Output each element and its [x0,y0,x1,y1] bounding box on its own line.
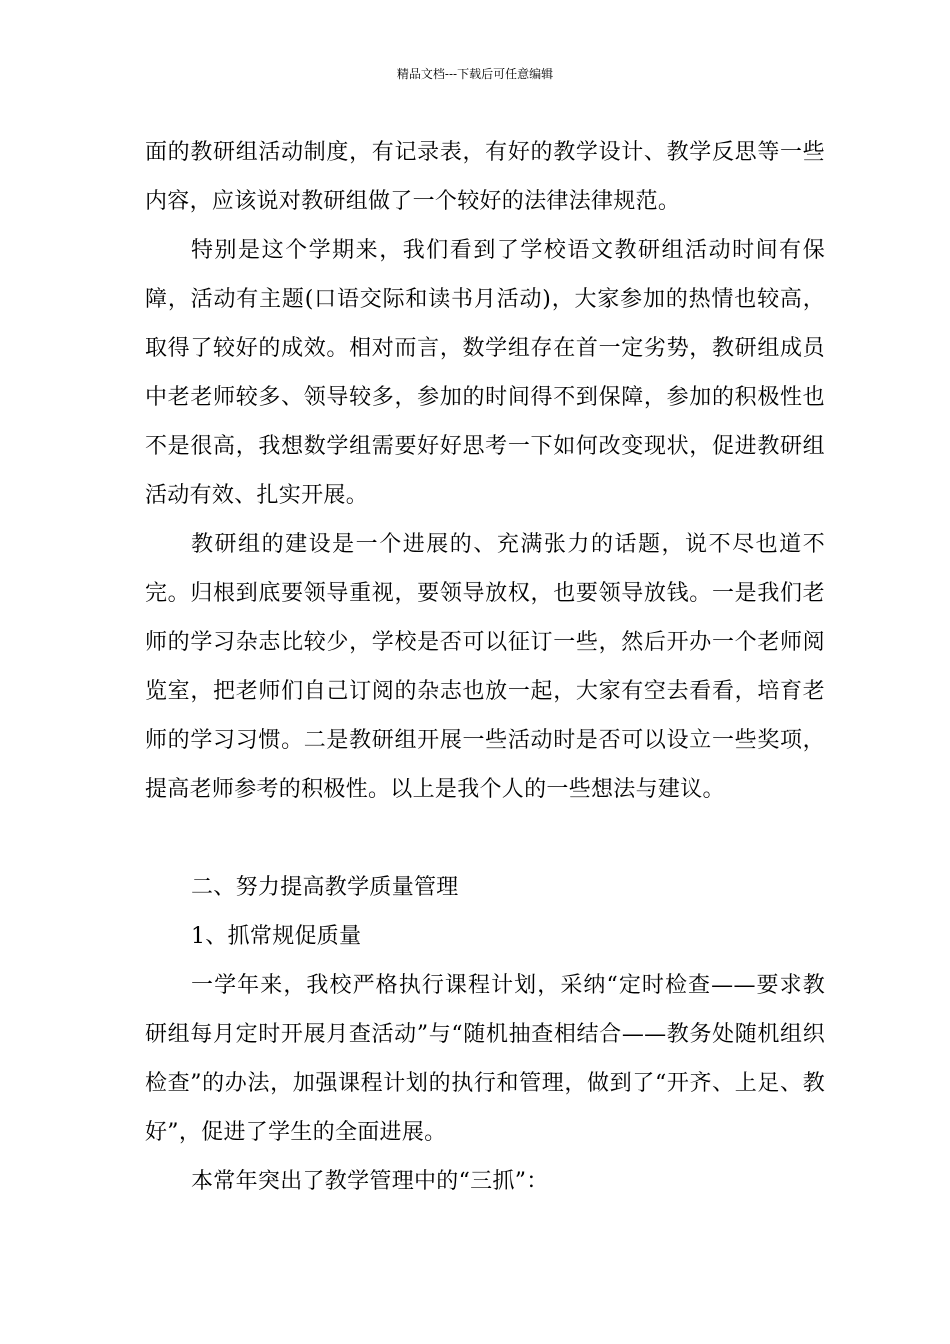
section-heading: 二、努力提高教学质量管理 [191,875,459,900]
paragraph-language-group: 特别是这个学期来，我们看到了学校语文教研组活动时间有保障，活动有主题(口语交际和读书月活动)，大家参加的热情也较高，取得了较好的成效。相对而言，数学组存在首一定劣势，教研组成员中老老师较多、领导较多，参加的时间得不到保障，参加的积极性也不是很高，我想数学组需要好好思考一下如何改变现状，促进教研组活动有效、扎实开展。 [145,238,825,508]
paragraph-continuation: 面的教研组活动制度，有记录表，有好的教学设计、教学反思等一些内容，应该说对教研组做了一个较好的法律法律规范。 [145,140,825,214]
paragraph-three-focus: 本常年突出了教学管理中的“三抓”： [191,1169,549,1194]
subsection-heading: 1、抓常规促质量 [191,924,362,949]
paragraph-curriculum: 一学年来，我校严格执行课程计划，采纳“定时检查——要求教研组每月定时开展月查活动”与“随机抽查相结合——教务处随机组织检查”的办法，加强课程计划的执行和管理，做到了“开齐、上足、教好”，促进了学生的全面进展。 [145,973,825,1145]
document-body [145,128,825,1206]
paragraph-group-building: 教研组的建设是一个进展的、充满张力的话题，说不尽也道不完。归根到底要领导重视，要领导放权，也要领导放钱。一是我们老师的学习杂志比较少，学校是否可以征订一些，然后开办一个老师阅览室，把老师们自己订阅的杂志也放一起，大家有空去看看，培育老师的学习习惯。二是教研组开展一些活动时是否可以设立一些奖项，提高老师参考的积极性。以上是我个人的一些想法与建议。 [145,532,825,802]
page-header: 精品文档---下载后可任意编辑 [396,67,554,81]
paragraph-spacer [145,814,825,863]
